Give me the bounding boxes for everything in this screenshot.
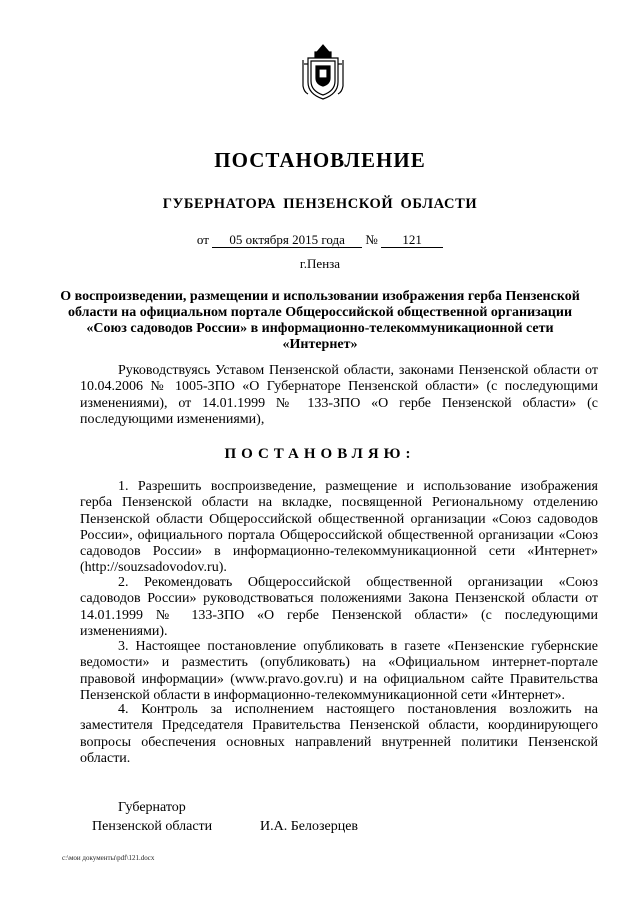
point-paragraph: 4. Контроль за исполнением настоящего постановления возложить на заместителя Председателя Правительства Пензенской области, координирующего вопросы обеспечения основных направлений внутренней политики Пензенской области. (80, 702, 598, 766)
decree-word: ПОСТАНОВЛЯЮ: (224, 446, 416, 462)
signatory-region: Пензенской области (92, 819, 213, 834)
document-type-title: ПОСТАНОВЛЕНИЕ (214, 148, 426, 172)
point-paragraph: 3. Настоящее постановление опубликовать в газете «Пензенские губернские ведомости» и разместить (опубликовать) на «Официальном интернет-портале правовой информации» (www.pravo.gov.ru) и на официальном сайте Правительства Пензенской области в информационно-телекоммуникационной сети «Интернет». (80, 639, 598, 703)
document-number: 121 (381, 233, 443, 248)
file-path-footer: c:\мои документы\pdf\121.docx (62, 854, 155, 862)
point-paragraph: 1. Разрешить воспроизведение, размещение и использование изображения герба Пензенской области на вкладке, посвященной Региональному отделению Пензенской области Общероссийской общественной организации «Союз садоводов России», официального портала Общероссийской общественной организации «Союз садоводов России» в информационно-телекоммуникационной сети «Интернет» (http://souzsadovodov.ru). (80, 479, 598, 576)
number-prefix: № (365, 232, 378, 247)
legal-basis-paragraph: Руководствуясь Уставом Пензенской области, законами Пензенской области от 10.04.2006 № 1005-ЗПО «О Губернаторе Пензенской области» (с последующими изменениями), от 14.01.1999 № 133-ЗПО «О гербе Пензенской области» (с последующими изменениями), (80, 363, 598, 427)
document-heading: О воспроизведении, размещении и использовании изображения герба Пензенской области на официальном портале Общероссийской общественной организации «Союз садоводов России» в информационно-телекоммуникационной сети «Интернет» (60, 289, 580, 352)
date-number-line (0, 232, 640, 248)
issuer-subtitle: ГУБЕРНАТОРА ПЕНЗЕНСКОЙ ОБЛАСТИ (162, 196, 478, 212)
signatory-name: И.А. Белозерцев (260, 819, 359, 834)
date-prefix: от (196, 232, 209, 247)
document-date: 05 октября 2015 года (212, 233, 362, 248)
coat-of-arms-emblem (300, 42, 346, 102)
signatory-title: Губернатор (118, 800, 186, 815)
city: г.Пенза (299, 256, 341, 271)
point-paragraph: 2. Рекомендовать Общероссийской общественной организации «Союз садоводов России» руководствоваться положениями Закона Пензенской области от 14.01.1999 № 133-ЗПО «О гербе Пензенской области» (с последующими изменениями). (80, 575, 598, 639)
